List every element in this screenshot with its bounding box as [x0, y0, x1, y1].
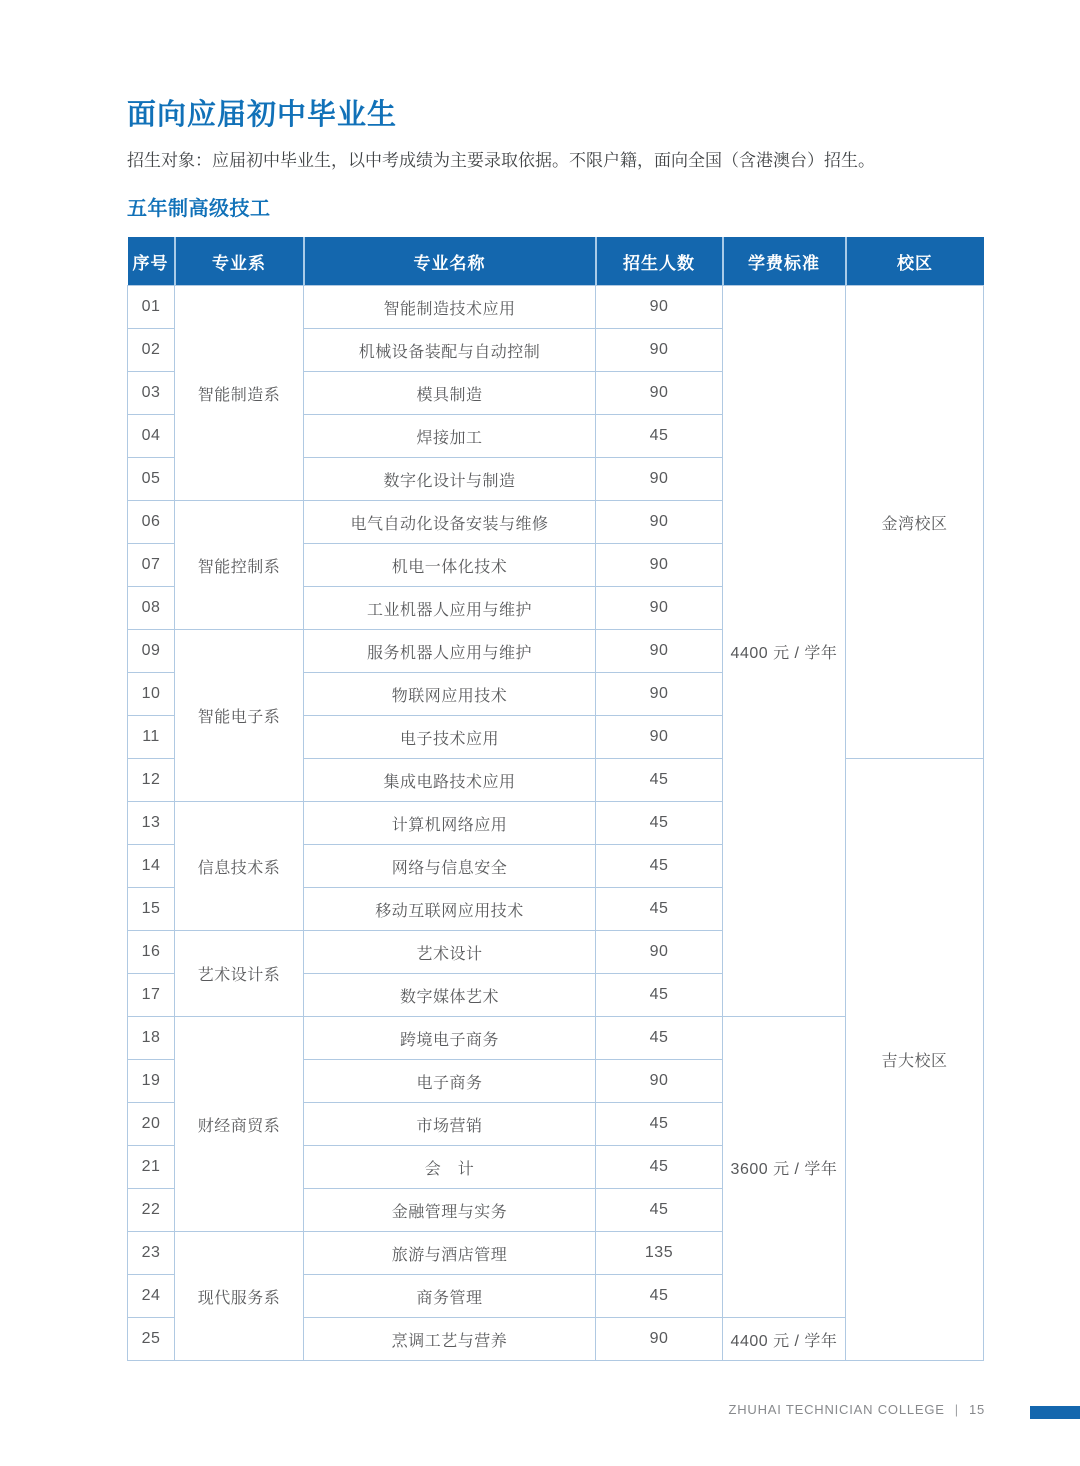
department-cell: 智能电子系: [175, 630, 304, 802]
footer: [729, 1402, 986, 1417]
major-name-cell: 模具制造: [304, 372, 596, 415]
section-heading: 五年制高级技工: [127, 198, 271, 220]
row-number-cell: 17: [128, 974, 175, 1017]
campus-cell: 金湾校区: [846, 286, 984, 759]
row-number-cell: 15: [128, 888, 175, 931]
row-number-cell: 24: [128, 1275, 175, 1318]
row-number-cell: 16: [128, 931, 175, 974]
row-number-cell: 21: [128, 1146, 175, 1189]
major-name-cell: 焊接加工: [304, 415, 596, 458]
tuition-cell: 4400 元 / 学年: [723, 1318, 846, 1361]
major-name-cell: 跨境电子商务: [304, 1017, 596, 1060]
major-name-cell: 烹调工艺与营养: [304, 1318, 596, 1361]
enrollment-count-cell: 90: [596, 673, 723, 716]
enrollment-count-cell: 45: [596, 1017, 723, 1060]
row-number-cell: 12: [128, 759, 175, 802]
major-name-cell: 艺术设计: [304, 931, 596, 974]
major-name-cell: 旅游与酒店管理: [304, 1232, 596, 1275]
tuition-cell: 3600 元 / 学年: [723, 1017, 846, 1318]
enrollment-count-cell: 45: [596, 1103, 723, 1146]
row-number-cell: 02: [128, 329, 175, 372]
column-header-major: 专业名称: [304, 237, 596, 286]
footer-college-name: ZHUHAI TECHNICIAN COLLEGE: [728, 1402, 945, 1417]
enrollment-count-cell: 45: [596, 888, 723, 931]
major-name-cell: 智能制造技术应用: [304, 286, 596, 329]
row-number-cell: 05: [128, 458, 175, 501]
major-name-cell: 商务管理: [304, 1275, 596, 1318]
campus-cell: 吉大校区: [846, 759, 984, 1361]
major-name-cell: 数字化设计与制造: [304, 458, 596, 501]
enrollment-count-cell: 45: [596, 845, 723, 888]
footer-page-number: 15: [968, 1402, 985, 1417]
major-name-cell: 物联网应用技术: [304, 673, 596, 716]
department-cell: 信息技术系: [175, 802, 304, 931]
row-number-cell: 25: [128, 1318, 175, 1361]
major-name-cell: 计算机网络应用: [304, 802, 596, 845]
page-title: 面向应届初中毕业生: [127, 99, 398, 131]
major-name-cell: 电子技术应用: [304, 716, 596, 759]
admission-target-text: 招生对象：应届初中毕业生，以中考成绩为主要录取依据。不限户籍，面向全国（含港澳台）招生。: [127, 151, 875, 170]
enrollment-count-cell: 45: [596, 759, 723, 802]
row-number-cell: 09: [128, 630, 175, 673]
column-header-department: 专业系: [175, 237, 304, 286]
major-name-cell: 集成电路技术应用: [304, 759, 596, 802]
programs-table: [127, 237, 984, 1361]
enrollment-count-cell: 45: [596, 974, 723, 1017]
row-number-cell: 20: [128, 1103, 175, 1146]
major-name-cell: 移动互联网应用技术: [304, 888, 596, 931]
department-cell: 智能控制系: [175, 501, 304, 630]
row-number-cell: 04: [128, 415, 175, 458]
major-name-cell: 金融管理与实务: [304, 1189, 596, 1232]
column-header-tuition: 学费标准: [723, 237, 846, 286]
enrollment-count-cell: 90: [596, 286, 723, 329]
major-name-cell: 机械设备装配与自动控制: [304, 329, 596, 372]
department-cell: 现代服务系: [175, 1232, 304, 1361]
enrollment-count-cell: 90: [596, 458, 723, 501]
enrollment-count-cell: 135: [596, 1232, 723, 1275]
enrollment-count-cell: 90: [596, 931, 723, 974]
table-row: [128, 286, 984, 329]
major-name-cell: 电子商务: [304, 1060, 596, 1103]
row-number-cell: 23: [128, 1232, 175, 1275]
programs-table-header: [128, 237, 984, 286]
tuition-cell: 4400 元 / 学年: [723, 286, 846, 1017]
enrollment-count-cell: 45: [596, 1146, 723, 1189]
enrollment-count-cell: 45: [596, 802, 723, 845]
row-number-cell: 13: [128, 802, 175, 845]
major-name-cell: 服务机器人应用与维护: [304, 630, 596, 673]
enrollment-count-cell: 45: [596, 415, 723, 458]
enrollment-count-cell: 90: [596, 501, 723, 544]
row-number-cell: 10: [128, 673, 175, 716]
row-number-cell: 01: [128, 286, 175, 329]
enrollment-count-cell: 90: [596, 716, 723, 759]
row-number-cell: 07: [128, 544, 175, 587]
major-name-cell: 电气自动化设备安装与维修: [304, 501, 596, 544]
department-cell: 艺术设计系: [175, 931, 304, 1017]
enrollment-count-cell: 90: [596, 544, 723, 587]
enrollment-count-cell: 90: [596, 630, 723, 673]
enrollment-count-cell: 90: [596, 329, 723, 372]
row-number-cell: 19: [128, 1060, 175, 1103]
enrollment-count-cell: 90: [596, 1318, 723, 1361]
enrollment-count-cell: 90: [596, 587, 723, 630]
column-header-campus: 校区: [846, 237, 984, 286]
major-name-cell: 数字媒体艺术: [304, 974, 596, 1017]
row-number-cell: 18: [128, 1017, 175, 1060]
column-header-no: 序号: [128, 237, 175, 286]
department-cell: 财经商贸系: [175, 1017, 304, 1232]
row-number-cell: 22: [128, 1189, 175, 1232]
footer-divider: |: [954, 1402, 959, 1417]
department-cell: 智能制造系: [175, 286, 304, 501]
row-number-cell: 11: [128, 716, 175, 759]
major-name-cell: 网络与信息安全: [304, 845, 596, 888]
enrollment-count-cell: 45: [596, 1275, 723, 1318]
row-number-cell: 14: [128, 845, 175, 888]
column-header-enrollment: 招生人数: [596, 237, 723, 286]
programs-table-body: [128, 286, 984, 1361]
row-number-cell: 06: [128, 501, 175, 544]
footer-accent-bar: [1030, 1406, 1080, 1419]
row-number-cell: 03: [128, 372, 175, 415]
row-number-cell: 08: [128, 587, 175, 630]
major-name-cell: 机电一体化技术: [304, 544, 596, 587]
enrollment-count-cell: 90: [596, 1060, 723, 1103]
major-name-cell: 工业机器人应用与维护: [304, 587, 596, 630]
enrollment-count-cell: 90: [596, 372, 723, 415]
major-name-cell: 会 计: [304, 1146, 596, 1189]
major-name-cell: 市场营销: [304, 1103, 596, 1146]
enrollment-count-cell: 45: [596, 1189, 723, 1232]
